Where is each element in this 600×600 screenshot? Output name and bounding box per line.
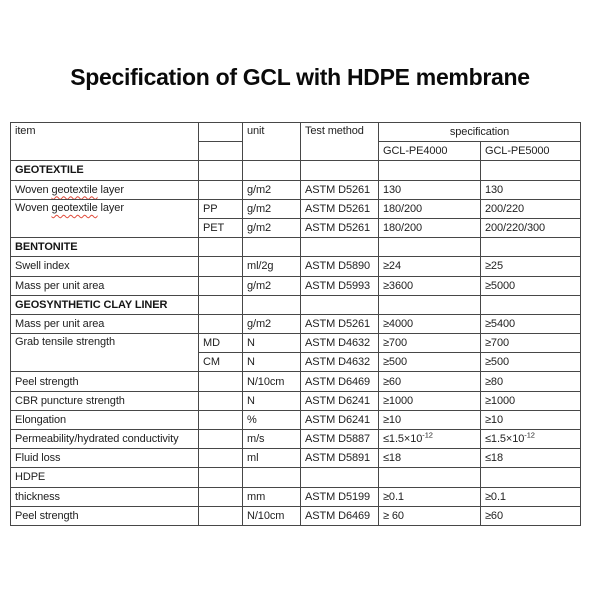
pe5000-cell: ≥0.1 [481, 487, 581, 506]
sub-cell [199, 468, 243, 487]
unit-cell: g/m2 [243, 180, 301, 199]
sub-cell [199, 430, 243, 449]
sub-cell: PP [199, 199, 243, 218]
pe4000-cell: ≥24 [379, 257, 481, 276]
unit-cell [243, 468, 301, 487]
page-title: Specification of GCL with HDPE membrane [70, 64, 530, 90]
unit-cell: mm [243, 487, 301, 506]
sub-cell [199, 449, 243, 468]
pe5000-cell: 200/220 [481, 199, 581, 218]
method-cell: ASTM D5887 [301, 430, 379, 449]
item-cell: Woven geotextile layer [11, 180, 199, 199]
unit-cell [243, 161, 301, 180]
pe4000-cell: ≥0.1 [379, 487, 481, 506]
method-cell: ASTM D5891 [301, 449, 379, 468]
pe5000-cell: ≥5000 [481, 276, 581, 295]
sub-cell [199, 410, 243, 429]
unit-cell [243, 295, 301, 314]
pe4000-cell: $\le 1.5\times 10^{-12}$ [379, 430, 481, 449]
item-cell: Mass per unit area [11, 314, 199, 333]
unit-cell: ml [243, 449, 301, 468]
unit-cell: N [243, 391, 301, 410]
table-row [11, 180, 581, 199]
table-row [11, 334, 581, 353]
table-row [11, 199, 581, 218]
pe4000-cell: ≥3600 [379, 276, 481, 295]
unit-cell: g/m2 [243, 218, 301, 237]
unit-cell: N [243, 334, 301, 353]
sub-cell: CM [199, 353, 243, 372]
pe4000-cell [379, 161, 481, 180]
table-row [11, 506, 581, 525]
spec-table-head [11, 123, 581, 161]
item-cell: Elongation [11, 410, 199, 429]
method-cell: ASTM D5199 [301, 487, 379, 506]
method-cell [301, 238, 379, 257]
sub-cell [199, 487, 243, 506]
pe5000-cell [481, 468, 581, 487]
pe5000-cell: ≤18 [481, 449, 581, 468]
sub-cell [199, 506, 243, 525]
method-cell: ASTM D5890 [301, 257, 379, 276]
pe4000-cell [379, 295, 481, 314]
item-cell: BENTONITE [11, 238, 199, 257]
header-gcl-pe4000: GCL-PE4000 [379, 142, 481, 161]
unit-cell: % [243, 410, 301, 429]
item-cell: Woven geotextile layer [11, 199, 199, 237]
pe5000-cell: ≥25 [481, 257, 581, 276]
method-cell [301, 468, 379, 487]
section-row [11, 468, 581, 487]
header-row-1 [11, 123, 581, 142]
pe4000-cell: ≥700 [379, 334, 481, 353]
header-specification: specification [379, 123, 581, 142]
method-cell [301, 161, 379, 180]
item-cell: HDPE [11, 468, 199, 487]
table-row [11, 487, 581, 506]
item-cell: Fluid loss [11, 449, 199, 468]
superscript: -12 [422, 430, 433, 440]
item-cell: Peel strength [11, 372, 199, 391]
item-cell: Swell index [11, 257, 199, 276]
header-sub-empty [199, 123, 243, 142]
pe5000-cell [481, 161, 581, 180]
pe4000-cell: 130 [379, 180, 481, 199]
spec-table-body [11, 161, 581, 526]
unit-cell: g/m2 [243, 199, 301, 218]
header-sub-empty-2 [199, 142, 243, 161]
unit-cell: N/10cm [243, 506, 301, 525]
sub-cell [199, 391, 243, 410]
pe5000-cell: 200/220/300 [481, 218, 581, 237]
sub-cell [199, 276, 243, 295]
unit-cell: g/m2 [243, 276, 301, 295]
unit-cell [243, 238, 301, 257]
sub-cell [199, 314, 243, 333]
table-row [11, 449, 581, 468]
pe5000-cell: ≥500 [481, 353, 581, 372]
item-cell: GEOSYNTHETIC CLAY LINER [11, 295, 199, 314]
pe5000-cell: ≥80 [481, 372, 581, 391]
pe5000-cell: ≥60 [481, 506, 581, 525]
table-row [11, 314, 581, 333]
pe4000-cell: 180/200 [379, 218, 481, 237]
superscript: -12 [524, 430, 535, 440]
pe4000-cell [379, 468, 481, 487]
pe4000-cell: ≥10 [379, 410, 481, 429]
misspelled-word: geotextile [51, 201, 98, 214]
pe4000-cell [379, 238, 481, 257]
pe5000-cell: ≥700 [481, 334, 581, 353]
header-item: item [11, 123, 199, 161]
sub-cell [199, 161, 243, 180]
pe4000-cell: ≥1000 [379, 391, 481, 410]
pe5000-cell: 130 [481, 180, 581, 199]
sub-cell: MD [199, 334, 243, 353]
header-unit: unit [243, 123, 301, 161]
item-cell: CBR puncture strength [11, 391, 199, 410]
sub-cell [199, 238, 243, 257]
method-cell: ASTM D5261 [301, 314, 379, 333]
table-row [11, 430, 581, 449]
pe4000-cell: ≥ 60 [379, 506, 481, 525]
sub-cell: PET [199, 218, 243, 237]
item-cell: Permeability/hydrated conductivity [11, 430, 199, 449]
sub-cell [199, 295, 243, 314]
method-cell: ASTM D4632 [301, 334, 379, 353]
pe4000-cell: ≤18 [379, 449, 481, 468]
pe5000-cell: ≥1000 [481, 391, 581, 410]
method-cell: ASTM D5993 [301, 276, 379, 295]
table-row [11, 372, 581, 391]
method-cell: ASTM D4632 [301, 353, 379, 372]
method-cell: ASTM D5261 [301, 218, 379, 237]
item-cell: Grab tensile strength [11, 334, 199, 372]
method-cell: ASTM D6469 [301, 506, 379, 525]
table-row [11, 391, 581, 410]
unit-cell: ml/2g [243, 257, 301, 276]
section-row [11, 238, 581, 257]
sub-cell [199, 257, 243, 276]
pe5000-cell: ≥5400 [481, 314, 581, 333]
method-cell: ASTM D6241 [301, 410, 379, 429]
pe5000-cell: $\le 1.5\times 10^{-12}$ [481, 430, 581, 449]
method-cell: ASTM D6241 [301, 391, 379, 410]
method-cell: ASTM D6469 [301, 372, 379, 391]
section-row [11, 161, 581, 180]
pe4000-cell: ≥4000 [379, 314, 481, 333]
spec-table [10, 122, 581, 526]
unit-cell: m/s [243, 430, 301, 449]
method-cell: ASTM D5261 [301, 180, 379, 199]
header-gcl-pe5000: GCL-PE5000 [481, 142, 581, 161]
pe5000-cell [481, 295, 581, 314]
sub-cell [199, 372, 243, 391]
sub-cell [199, 180, 243, 199]
method-cell [301, 295, 379, 314]
pe5000-cell: ≥10 [481, 410, 581, 429]
item-cell: Peel strength [11, 506, 199, 525]
item-cell: GEOTEXTILE [11, 161, 199, 180]
unit-cell: N/10cm [243, 372, 301, 391]
pe4000-cell: 180/200 [379, 199, 481, 218]
pe4000-cell: ≥500 [379, 353, 481, 372]
table-row [11, 410, 581, 429]
method-cell: ASTM D5261 [301, 199, 379, 218]
unit-cell: N [243, 353, 301, 372]
pe5000-cell [481, 238, 581, 257]
header-test-method: Test method [301, 123, 379, 161]
unit-cell: g/m2 [243, 314, 301, 333]
section-row [11, 295, 581, 314]
table-row [11, 276, 581, 295]
item-cell: thickness [11, 487, 199, 506]
misspelled-word: geotextile [51, 183, 98, 196]
table-row [11, 257, 581, 276]
item-cell: Mass per unit area [11, 276, 199, 295]
pe4000-cell: ≥60 [379, 372, 481, 391]
